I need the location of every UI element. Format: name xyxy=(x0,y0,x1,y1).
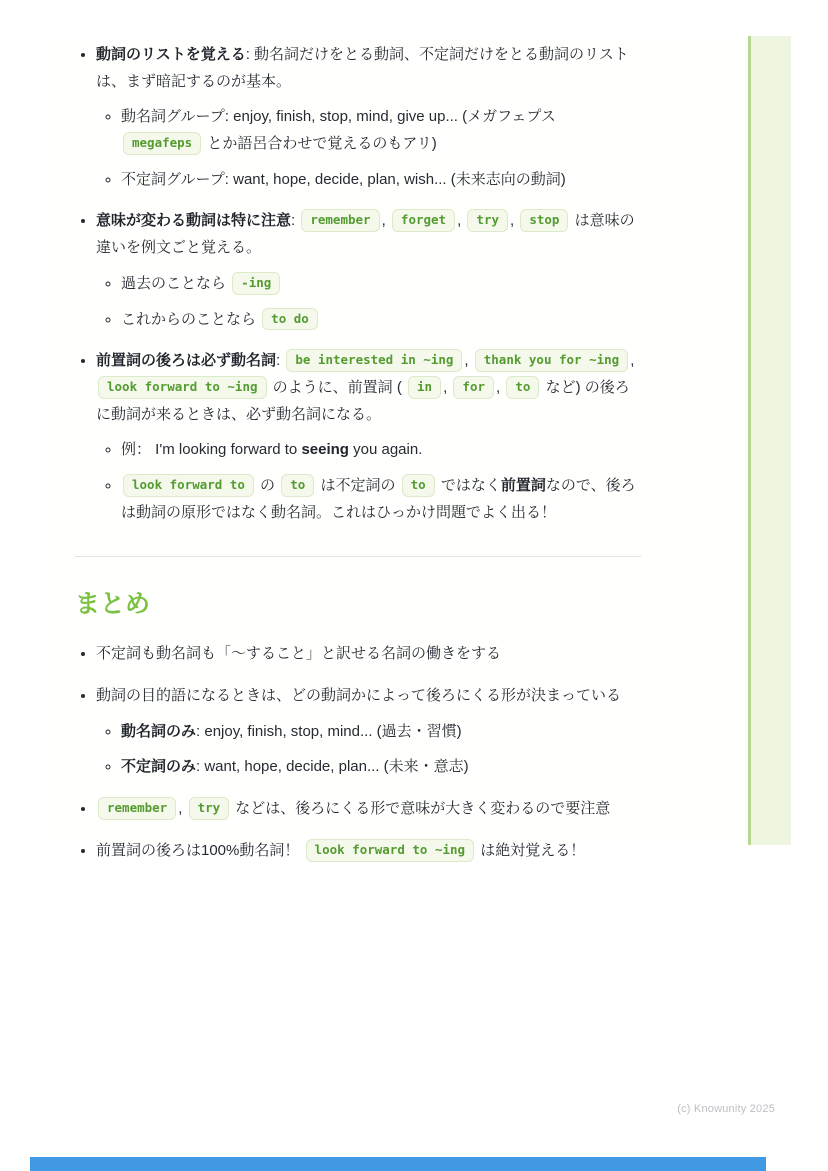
text-run: は不定詞の xyxy=(316,476,400,494)
sub-list-item xyxy=(121,719,641,746)
text-run: のように、前置詞 ( xyxy=(268,378,407,396)
bold-text: 意味が変わる動詞は特に注意 xyxy=(96,212,292,230)
code-badge: to xyxy=(281,474,314,497)
text-run: 過去のことなら xyxy=(121,274,231,292)
text-run: 動詞の目的語になるときは、どの動詞かによって後ろにくる形が決まっている xyxy=(96,687,622,704)
list-item xyxy=(96,683,641,781)
bold-text: seeing xyxy=(301,441,349,459)
notes-list xyxy=(75,42,641,526)
bold-text: 前置詞の後ろは必ず動名詞 xyxy=(96,352,277,370)
text-run: の xyxy=(255,476,280,494)
code-badge: to xyxy=(506,376,539,399)
note-content xyxy=(75,42,641,879)
sub-list-item xyxy=(121,271,641,298)
text-run: , xyxy=(457,212,466,230)
code-badge: remember xyxy=(98,797,176,820)
text-run: 前置詞の後ろは100%動名詞！ xyxy=(96,841,304,859)
code-badge: look forward to ~ing xyxy=(98,376,267,399)
text-run: you again. xyxy=(348,441,423,459)
text-run: これからのことなら xyxy=(121,310,261,328)
text-run: , xyxy=(496,378,505,396)
text-run: など) の後ろに動詞が来るときは、必ず動名詞になる。 xyxy=(96,378,630,423)
list-item xyxy=(96,641,641,668)
summary-heading: まとめ xyxy=(75,590,151,619)
list-item xyxy=(96,838,641,865)
sub-list-item xyxy=(121,754,641,781)
text-run: は意味の違いを例文ごと覚える。 xyxy=(96,212,635,257)
text-run: なので、後ろは動詞の原形ではなく動名詞。これはひっかけ問題でよく出る！ xyxy=(121,476,636,521)
sub-list-item xyxy=(121,167,641,194)
code-badge: try xyxy=(189,797,230,820)
code-badge: try xyxy=(467,209,508,232)
sub-list-item xyxy=(121,437,641,464)
text-run: 例： I'm looking forward to xyxy=(121,441,302,459)
text-run: 不定詞も動名詞も「〜すること」と訳せる名詞の働きをする xyxy=(96,645,502,663)
code-badge: look forward to xyxy=(123,474,254,497)
text-run: , xyxy=(510,212,519,230)
summary-list xyxy=(75,641,641,864)
text-run: 動名詞グループ: enjoy, finish, stop, mind, give up... (メガフェプス xyxy=(121,108,556,126)
text-run: , xyxy=(178,800,187,818)
code-badge: to xyxy=(402,474,435,497)
footer-credit: (c) Knowunity 2025 xyxy=(677,1103,775,1115)
sub-list xyxy=(96,104,641,193)
note-page xyxy=(37,36,791,859)
sub-list xyxy=(96,271,641,333)
text-run: 不定詞グループ: want, hope, decide, plan, wish... (未来志向の動詞) xyxy=(121,170,566,188)
text-run: , xyxy=(443,378,452,396)
code-badge: in xyxy=(408,376,441,399)
sub-list xyxy=(96,437,641,526)
text-run: , xyxy=(464,352,473,370)
sub-list-item xyxy=(121,104,641,157)
code-badge: stop xyxy=(520,209,568,232)
list-item xyxy=(96,348,641,526)
code-badge: be interested in ~ing xyxy=(286,349,462,372)
text-run: , xyxy=(381,212,390,230)
text-run: : 動名詞だけをとる動詞、不定詞だけをとる動詞のリストは、まず暗記するのが基本。 xyxy=(96,46,629,90)
list-item xyxy=(96,796,641,823)
code-badge: for xyxy=(453,376,494,399)
sub-list-item xyxy=(121,307,641,334)
bold-text: 不定詞のみ xyxy=(121,758,197,776)
text-run: などは、後ろにくる形で意味が大きく変わるので要注意 xyxy=(231,800,611,818)
code-badge: megafeps xyxy=(123,132,201,155)
bottom-blue-bar xyxy=(30,1157,766,1171)
sub-list xyxy=(96,719,641,781)
text-run: ではなく xyxy=(436,476,501,494)
bold-text: 前置詞 xyxy=(500,476,546,494)
code-badge: thank you for ~ing xyxy=(475,349,628,372)
text-run: : xyxy=(276,352,285,370)
sub-list-item xyxy=(121,473,641,526)
code-badge: forget xyxy=(392,209,455,232)
code-badge: remember xyxy=(301,209,379,232)
page-right-accent-strip xyxy=(748,36,791,845)
text-run: , xyxy=(630,352,635,370)
section-divider xyxy=(75,556,641,557)
text-run: : want, hope, decide, plan... (未来・意志) xyxy=(196,758,469,776)
text-run: は絶対覚える！ xyxy=(476,841,586,859)
code-badge: -ing xyxy=(232,272,280,295)
code-badge: look forward to ~ing xyxy=(306,839,475,862)
list-item xyxy=(96,42,641,193)
bold-text: 動詞のリストを覚える xyxy=(96,46,246,63)
bold-text: 動名詞のみ xyxy=(121,722,197,740)
text-run: : xyxy=(291,212,300,230)
code-badge: to do xyxy=(262,308,318,331)
list-item xyxy=(96,208,641,333)
text-run: : enjoy, finish, stop, mind... (過去・習慣) xyxy=(196,722,462,740)
text-run: とか語呂合わせで覚えるのもアリ) xyxy=(203,135,437,153)
